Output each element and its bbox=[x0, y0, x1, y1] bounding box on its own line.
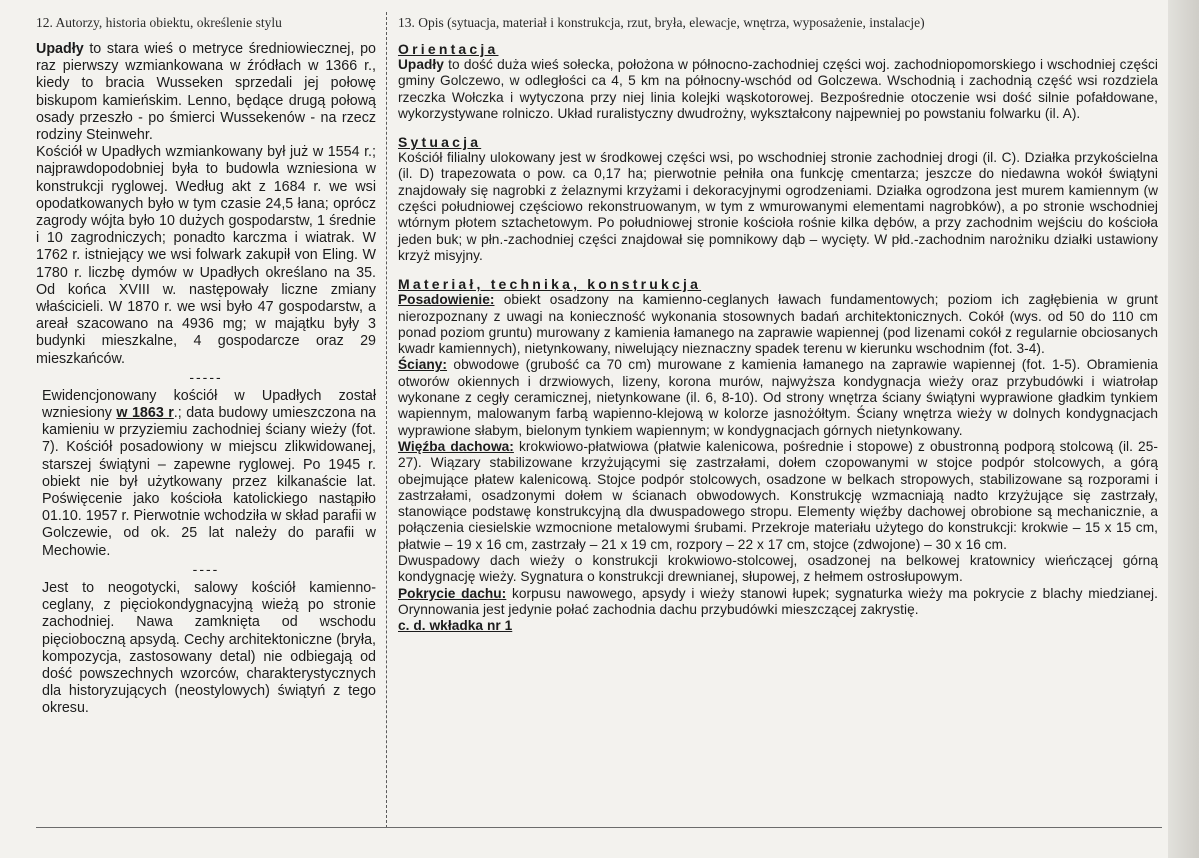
sciany-paragraph bbox=[398, 357, 1158, 438]
pokrycie-label: Pokrycie dachu: bbox=[398, 585, 507, 601]
history-column bbox=[36, 14, 376, 718]
bottom-rule bbox=[36, 827, 1162, 828]
sytuacja-title: Sytuacja bbox=[398, 134, 482, 151]
sciany-label: Ściany: bbox=[398, 357, 448, 373]
orientacja-title: Orientacja bbox=[398, 41, 499, 57]
sciany-text: obwodowe (grubość ca 70 cm) murowane z kamienia łamanego na zaprawie wapiennej (fot. 1-5). Obramienia otworów okiennych i drzwiowych, lizeny, korona murów, najwyższa kondygnacja wieży oraz przybudówki i wiatrołap wykonane z cegły ceramicznej, nietynkowane (il. 6, 8-10). Od strony wnętrza ściany świątyni wyprawione gładkim tynkiem wapiennym, malowanym farbą wapienno-klejową w kolorze jasnożółtym. Ściany wnętrza wieży w dolnych kondygnacjach wyprawione słabym, bielonym tynkiem wapiennym; w kondygnacjach górnych nietynkowany. bbox=[398, 357, 1158, 438]
orientacja-paragraph bbox=[398, 57, 1158, 122]
field-13-header: 13. Opis (sytuacja, materiał i konstrukcja, rzut, bryła, elewacje, wnętrza, wyposażenie, instalacje) bbox=[398, 15, 925, 30]
field-12-header: 12. Autorzy, historia obiektu, określenie stylu bbox=[36, 15, 282, 30]
history-paragraph-3-start: Ewidencjonowany kościół w Upadłych został wzniesiony bbox=[42, 387, 376, 422]
section-separator-1: ----- bbox=[189, 368, 223, 385]
wiezba-label: Więźba dachowa: bbox=[398, 438, 514, 454]
village-name-lead: Upadły bbox=[36, 41, 84, 57]
pokrycie-paragraph bbox=[398, 586, 1158, 619]
material-title: Materiał, technika, konstrukcja bbox=[398, 276, 702, 293]
description-column bbox=[398, 14, 1158, 635]
orientacja-text: to dość duża wieś sołecka, położona w północno-zachodniej części woj. zachodniopomorskiego i wschodniej części gminy Golczewo, w odległości ca 4, 5 km na północny-wschód od Golczewa. Wschodnią i zachodnią część wsi rozdziela rzeczka Wołczka i wytyczona przy niej linia kolejki wąskotorowej. Bezpośrednie otoczenie wsi dość silnie pofałdowane, wykorzystywane rolniczo. Układ ruralistyczny dwudrożny, wykształcony najpewniej po powstaniu folwarku (il. A). bbox=[398, 57, 1158, 121]
posadowienie-text: obiekt osadzony na kamienno-ceglanych ławach fundamentowych; poziom ich zagłębienia w grunt nierozpoznany z uwagi na konieczność wykonania stosownych badań architektonicznych. Cokół (wys. od 50 do 110 cm ponad poziom gruntu) murowany z kamienia łamanego na zaprawie wapiennej (pod lizenami cokół z regularnie obciosanych kwadr kamiennych), nietynkowany, niwelujący nieznaczny spadek terenu w kierunku wschodnim (fot. 3-4). bbox=[398, 292, 1158, 357]
dwuspadowy-paragraph: Dwuspadowy dach wieży o konstrukcji krokwiowo-stolcowej, osadzonej na belkowej kratownicy wieńczącej górną kondygnację wieży. Sygnatura o konstrukcji drewnianej, słupowej, z hełmem ostrosłupowym. bbox=[398, 553, 1158, 585]
posadowienie-label: Posadowienie: bbox=[398, 292, 495, 308]
construction-date: w 1863 r bbox=[116, 405, 174, 422]
history-paragraph-3 bbox=[36, 388, 376, 560]
history-paragraph-4: Jest to neogotycki, salowy kościół kamienno-ceglany, z pięciokondygnacyjną wieżą po stronie zachodniej. Nawa zamknięta od wschodu pięcioboczną apsydą. Cechy architektoniczne (bryła, kompozycja, zastosowany detal) nie odbiegają od dość powszechnych wzorców, charakterystycznych dla historyzujących (neostylowych) świątyń z tego okresu. bbox=[42, 579, 376, 717]
section-separator-2: ---- bbox=[192, 560, 220, 577]
history-paragraph-1-text: to stara wieś o metryce średniowiecznej, po raz pierwszy wzmiankowana w źródłach w 1366 r., kiedy to bracia Wusseken sprzedali jej połowę biskupom kamieńskim. Lenno, będące drugą połową osady przeszło - po śmierci Wussekenów - na rzecz rodziny Steinwehr. bbox=[36, 41, 376, 144]
posadowienie-paragraph bbox=[398, 292, 1158, 357]
scan-page-edge bbox=[1168, 0, 1199, 858]
wiezba-text: krokwiowo-płatwiowa (płatwie kalenicowa, pośrednie i stopowe) z obustronną podporą stolcową (il. 25-27). Wiązary stabilizowane krzyżującymi się zastrzałami, dołem czopowanymi w stojce podpór stolcowych, a górą obejmujące płatew kalenicową. Stojce podpór stolcowych, osadzone w belkach stropowych, stabilizowane są rozporami i zastrzałami, osadzonymi dołem w ścianach obwodowych. Konstrukcję wzmacniają nadto krzyżujące się zastrzały, stanowiące podstawę konstrukcyjną dla dwuspadowego stropu. Elementy więźby dachowej obrobione są mechanicznie, a połączenia ciesielskie wzmocnione metalowymi śrubami. Przekroje materiału użytego do konstrukcji: krokwie – 15 x 15 cm, płatwie – 19 x 16 cm, zastrzały – 21 x 19 cm, rozpory – 22 x 17 cm, stojce (zdwojone) – 30 x 16 cm. bbox=[398, 438, 1158, 552]
column-divider bbox=[386, 12, 387, 828]
sytuacja-paragraph: Kościół filialny ulokowany jest w środkowej części wsi, po wschodniej stronie zachodniej drogi (il. C). Działka przykościelna (il. D) trapezowata o pow. ca 0,17 ha; pierwotnie pełniła ona funkcję cmentarza; jeszcze do niedawna wokół świątyni znajdowały się nagrobki z żelaznymi krzyżami i dekoracyjnymi ogrodzeniami. Działka ogrodzona jest murem kamiennym (w części południowej częściowo rekonstruowanym, w tym z wmurowanymi elementami nagrobków), a po stronie wschodniej wtórnym płotem sztachetowym. Po południowej stronie kościoła rośnie kilka dębów, a przy zachodnim wejściu do kościoła jeden buk; w płn.-zachodniej części znajdował się pomnikowy dąb – wycięty. W płd.-zachodnim narożniku działki ustawiony krzyż misyjny. bbox=[398, 150, 1158, 263]
wiezba-paragraph bbox=[398, 439, 1158, 553]
pokrycie-text: korpusu nawowego, apsydy i wieży stanowi łupek; sygnaturka wieży ma pokrycie z blachy miedzianej. Orynnowania jest jedynie połać zachodnia dachu przybudówki mieszczącej zakrystię. bbox=[398, 585, 1158, 617]
orientacja-lead: Upadły bbox=[398, 57, 444, 72]
history-paragraph-3-rest: .; data budowy umieszczona na kamieniu w przyziemiu zachodniej ściany wieży (fot. 7). Kościół posadowiony w miejscu zlikwidowanej, starszej świątyni – zapewne ryglowej. Po 1945 r. obiekt nie był użytkowany przez kilkanaście lat. Poświęcenie jako kościoła katolickiego nastąpiło 01.10. 1957 r. Pierwotnie wchodziła w skład parafii w Golczewie, od ok. 25 lat należy do parafii w Mechowie. bbox=[42, 405, 377, 559]
history-paragraph-1 bbox=[36, 41, 376, 144]
history-paragraph-2: Kościół w Upadłych wzmiankowany był już w 1554 r.; najprawdopodobniej była to budowla wzniesiona w konstrukcji ryglowej. Według akt z 1684 r. we wsi opodatkowanych było w tym czasie 24,5 łana; oprócz zagrody wójta było 10 dużych gospodarstw, 1 średnie i 10 zagrodniczych; ponadto karczma i wiatrak. W 1762 r. istniejący we wsi folwark zakupił von Eling. W 1780 r. liczbę dymów w Upadłych określano na 35. Od końca XVIII w. następowały liczne zmiany właścicieli. W 1870 r. we wsi było 47 gospodarstw, a areał szacowano na 4936 mg; w majątku były 3 budynki mieszkalne, 4 gospodarcze oraz 29 mieszkańców. bbox=[36, 144, 376, 367]
continuation-note: c. d. wkładka nr 1 bbox=[398, 618, 513, 634]
